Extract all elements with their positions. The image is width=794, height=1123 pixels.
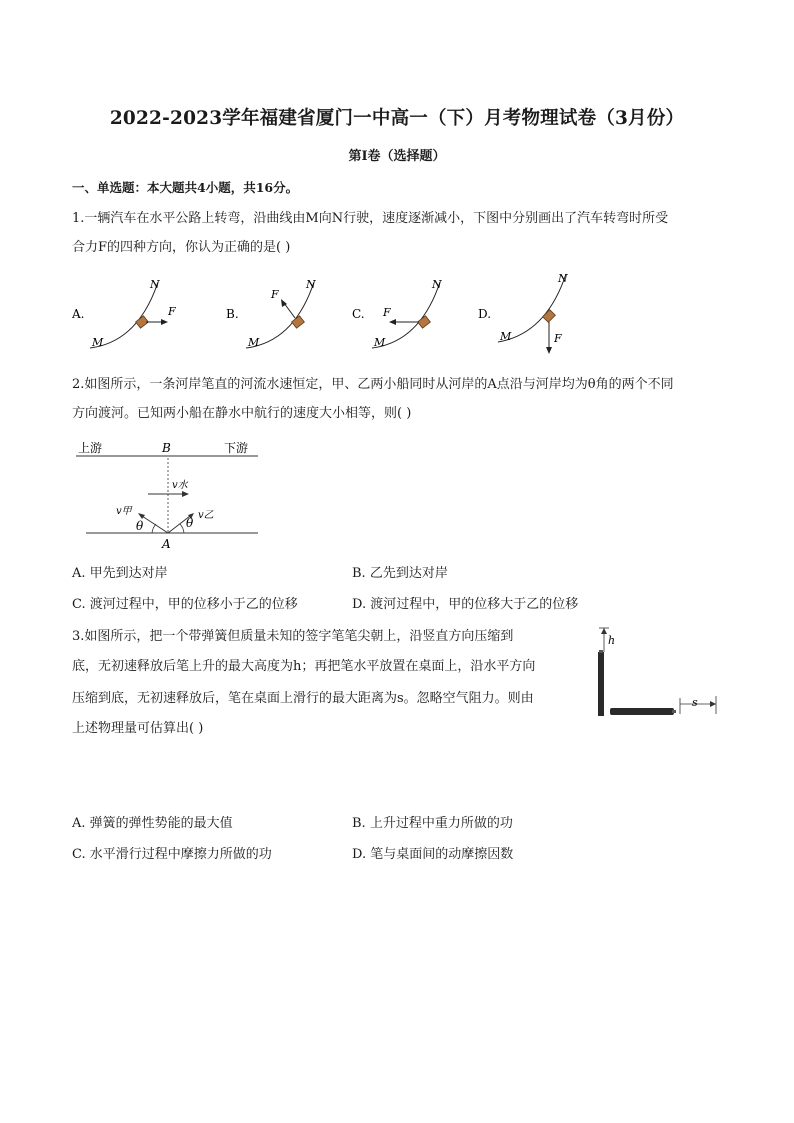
question-1-line-2: 合力F的四种方向，你认为正确的是( ) bbox=[72, 240, 291, 255]
n-label: N bbox=[432, 278, 442, 291]
option-d-label: D. bbox=[478, 307, 492, 321]
question-2-line-2: 方向渡河。已知两小船在静水中航行的速度大小相等，则( ) bbox=[72, 406, 412, 421]
car-d bbox=[543, 310, 556, 323]
question-2-figure bbox=[72, 438, 268, 553]
question-3-line-3: 压缩到底，无初速释放后，笔在桌面上滑行的最大距离为s。忽略空气阻力。则由 bbox=[72, 691, 534, 706]
question-2-option-c[interactable]: C. 渡河过程中，甲的位移小于乙的位移 bbox=[72, 597, 298, 612]
v-yi-label: v乙 bbox=[198, 510, 214, 521]
question-3-figure bbox=[588, 622, 722, 722]
n-label: N bbox=[306, 278, 316, 291]
theta-left: θ bbox=[136, 519, 144, 533]
n-label: N bbox=[558, 272, 568, 285]
question-3-option-d[interactable]: D. 笔与桌面间的动摩擦因数 bbox=[352, 847, 514, 862]
s-label: s bbox=[692, 696, 698, 709]
car-b bbox=[292, 316, 305, 328]
question-3-option-a[interactable]: A. 弹簧的弹性势能的最大值 bbox=[72, 816, 233, 831]
force-label: F bbox=[168, 305, 176, 318]
upstream-label: 上游 bbox=[78, 441, 103, 455]
theta-right: θ bbox=[186, 516, 194, 530]
page-subtitle: 第Ⅰ卷（选择题） bbox=[348, 149, 446, 164]
question-2-option-a[interactable]: A. 甲先到达对岸 bbox=[72, 566, 168, 581]
vertical-pen bbox=[598, 652, 604, 716]
h-label: h bbox=[608, 634, 616, 647]
v-jia-label: v甲 bbox=[116, 506, 132, 517]
m-label: M bbox=[374, 336, 386, 349]
car-c bbox=[418, 316, 431, 328]
point-b-label: B bbox=[162, 441, 171, 455]
v-water-label: v水 bbox=[172, 480, 188, 491]
question-3-option-b[interactable]: B. 上升过程中重力所做的功 bbox=[352, 816, 513, 831]
question-3-line-4: 上述物理量可估算出( ) bbox=[72, 721, 204, 736]
figure-option-a bbox=[71, 278, 176, 349]
figure-option-b bbox=[226, 278, 316, 349]
force-label: F bbox=[271, 288, 279, 301]
n-label: N bbox=[150, 278, 160, 291]
figure-option-d bbox=[478, 272, 568, 354]
force-label: F bbox=[554, 332, 562, 345]
point-a-label: A bbox=[162, 537, 171, 551]
question-3-line-2: 底，无初速释放后笔上升的最大高度为h；再把笔水平放置在桌面上，沿水平方向 bbox=[72, 659, 536, 674]
m-label: M bbox=[248, 336, 260, 349]
question-3-line-1: 3.如图所示，把一个带弹簧但质量未知的签字笔笔尖朝上，沿竖直方向压缩到 bbox=[72, 629, 514, 644]
question-1-line-1: 1.一辆汽车在水平公路上转弯，沿曲线由M向N行驶，速度逐渐减小，下图中分别画出了汽车转弯时所受 bbox=[72, 211, 669, 226]
m-label: M bbox=[92, 336, 104, 349]
question-3-option-c[interactable]: C. 水平滑行过程中摩擦力所做的功 bbox=[72, 847, 272, 862]
question-2-option-b[interactable]: B. 乙先到达对岸 bbox=[352, 566, 448, 581]
question-2-option-d[interactable]: D. 渡河过程中，甲的位移大于乙的位移 bbox=[352, 597, 579, 612]
force-label: F bbox=[383, 306, 391, 319]
section-heading: 一、单选题：本大题共4小题，共16分。 bbox=[72, 180, 299, 195]
question-1-figure bbox=[66, 270, 586, 360]
option-c-label: C. bbox=[352, 307, 365, 321]
option-b-label: B. bbox=[226, 307, 239, 321]
horizontal-pen bbox=[610, 708, 674, 715]
page-title: 2022-2023学年福建省厦门一中高一（下）月考物理试卷（3月份） bbox=[109, 108, 685, 129]
m-label: M bbox=[500, 330, 512, 343]
figure-option-c bbox=[352, 278, 442, 349]
downstream-label: 下游 bbox=[224, 441, 249, 455]
option-a-label: A. bbox=[72, 307, 85, 321]
question-2-line-1: 2.如图所示，一条河岸笔直的河流水速恒定，甲、乙两小船同时从河岸的A点沿与河岸均为θ角的两个不同 bbox=[72, 377, 674, 392]
